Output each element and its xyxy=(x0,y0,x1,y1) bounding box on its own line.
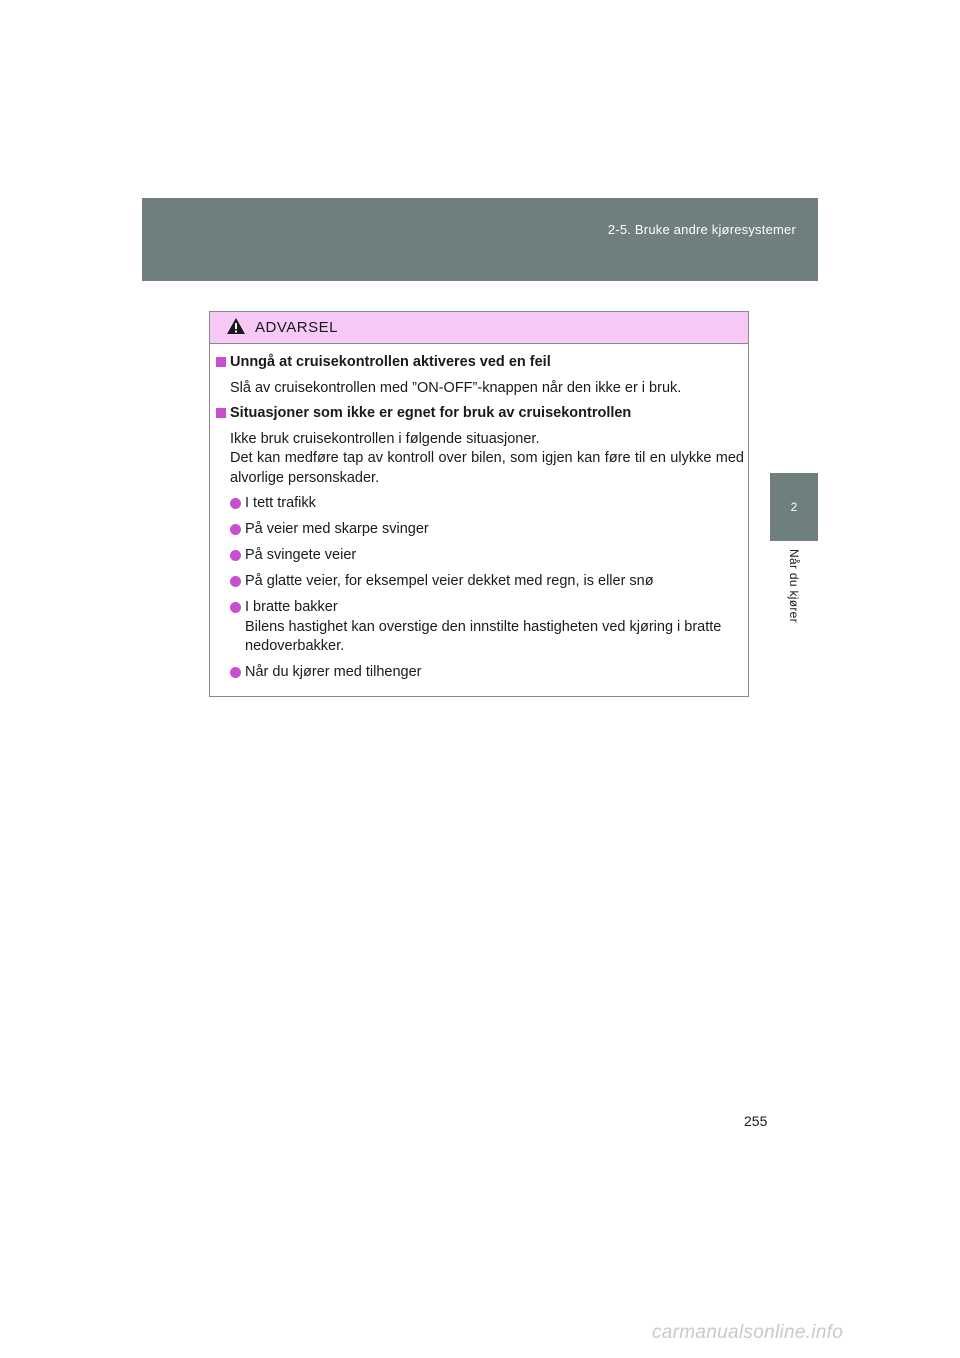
list-item: I bratte bakker Bilens hastighet kan overstige den innstilte hastigheten ved kjøring i bratte nedoverbakker. xyxy=(230,598,744,657)
section-text-2: Ikke bruk cruisekontrollen i følgende situasjoner. Det kan medføre tap av kontroll over bilen, som igjen kan føre til en ulykke med alvorlige personskader. xyxy=(230,430,744,486)
list-item: I tett trafikk xyxy=(230,494,744,514)
list-item-subtext: Bilens hastighet kan overstige den innstilte hastigheten ved kjøring i bratte nedoverbakker. xyxy=(245,618,722,654)
section-title: 2-5. Bruke andre kjøresystemer xyxy=(607,222,796,237)
list-item: På glatte veier, for eksempel veier dekket med regn, is eller snø xyxy=(230,572,744,592)
section-heading-2: Situasjoner som ikke er egnet for bruk av cruisekontrollen xyxy=(216,404,744,424)
chapter-tab-label-text: Når du kjører xyxy=(787,549,801,623)
round-bullet-icon xyxy=(230,550,241,561)
warning-box xyxy=(209,311,749,697)
round-bullet-icon xyxy=(230,576,241,587)
warning-triangle-icon xyxy=(226,317,246,335)
section-text-1: Slå av cruisekontrollen med ”ON-OFF”-knappen når den ikke er i bruk. xyxy=(230,379,682,396)
list-item: På svingete veier xyxy=(230,546,744,566)
round-bullet-icon xyxy=(230,524,241,535)
list-item: På veier med skarpe svinger xyxy=(230,520,744,540)
square-bullet-icon xyxy=(216,408,226,418)
warning-header xyxy=(210,312,748,344)
warning-content xyxy=(216,353,744,689)
page-number: 255 xyxy=(744,1113,768,1129)
chapter-tab-label xyxy=(770,541,818,681)
round-bullet-icon xyxy=(230,602,241,613)
situation-list xyxy=(230,494,744,683)
chapter-tab-number: 2 xyxy=(770,473,818,541)
section-header-band xyxy=(142,198,818,281)
section-heading-1: Unngå at cruisekontrollen aktiveres ved en feil xyxy=(216,353,744,373)
round-bullet-icon xyxy=(230,498,241,509)
warning-title: ADVARSEL xyxy=(255,319,338,336)
watermark-logo: carmanualsonline.info xyxy=(652,1322,844,1343)
square-bullet-icon xyxy=(216,357,226,367)
list-item: Når du kjører med tilhenger xyxy=(230,663,744,683)
round-bullet-icon xyxy=(230,667,241,678)
